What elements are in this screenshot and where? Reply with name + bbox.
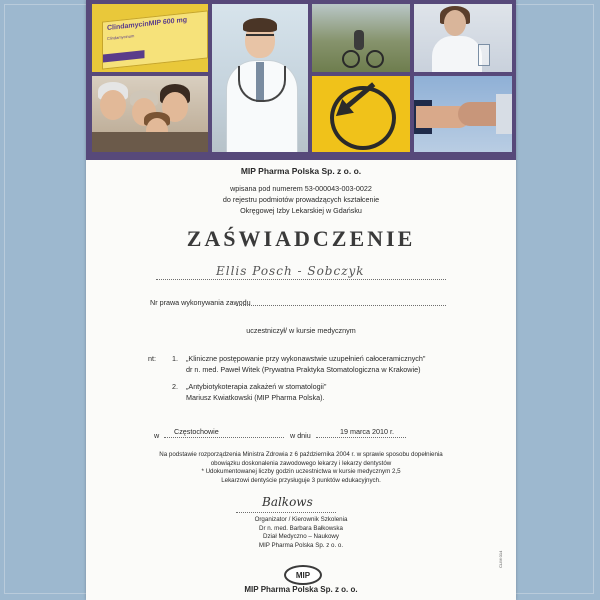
family-photo (92, 76, 208, 152)
registry-line-1: wpisana pod numerem 53-000043-003-0022 (230, 184, 372, 193)
basis-line-1: Na podstawie rozporządzenia Ministra Zdrowia z 6 października 2004 r. w sprawie sposobu dopełnienia (159, 451, 443, 458)
organizer-line-4: MIP Pharma Polska Sp. z o. o. (258, 541, 344, 549)
course-1-number: 1. (172, 354, 178, 363)
bicycle-icon (342, 26, 382, 66)
medicine-box (102, 10, 208, 69)
company-name-top: MIP Pharma Polska Sp. z o. o. (240, 166, 362, 176)
doctor-photo (212, 4, 308, 152)
handshake-photo (414, 76, 512, 152)
certificate-page (86, 0, 516, 600)
product-box-photo (92, 4, 208, 72)
organizer-line-2: Dr n. med. Barbara Bałkowska (259, 524, 343, 532)
registry-line-3: Okręgowej Izby Lekarskiej w Gdańsku (240, 206, 362, 215)
side-code: CLIM 014 (498, 550, 503, 568)
organizer-block (86, 516, 516, 550)
date-value: 19 marca 2010 r. (340, 427, 394, 436)
registry-line-2: do rejestru podmiotów prowadzących kształcenie (222, 195, 380, 204)
signature: Balkows (262, 495, 313, 509)
signature-underline (236, 512, 336, 513)
basis-line-4: Lekarzowi dentyście przysługuje 3 punktów edukacyjnych. (221, 476, 381, 484)
course-2-speaker: Mariusz Kwiatkowski (MIP Pharma Polska). (186, 393, 325, 402)
place-label: w (154, 431, 160, 440)
license-underline (236, 305, 446, 306)
organizer-line-3: Dział Medyczno – Naukowy (263, 533, 339, 540)
mip-logo-icon: MIP (284, 565, 322, 585)
course-1-title: „Kliniczne postępowanie przy wykonawstwie uzupełnień całoceramicznych" (186, 354, 426, 363)
basis-line-3: * Udokumentowanej liczby godzin uczestnictwa w kursie medycznym 2,5 (201, 468, 401, 475)
lab-woman-photo (414, 4, 512, 72)
company-name-bottom: MIP Pharma Polska Sp. z o. o. (244, 585, 358, 594)
date-underline (316, 437, 406, 438)
course-2-number: 2. (172, 382, 178, 391)
organizer-line-1: Organizator / Kierownik Szkolenia (254, 516, 348, 523)
participant-name: Ellis Posch - Sobczyk (216, 264, 365, 278)
cycling-couple-photo (312, 4, 410, 72)
certificate-title: ZAŚWIADCZENIE (186, 226, 416, 251)
lab-glass-icon (478, 44, 490, 66)
product-box-sub: Clindamycinum (107, 33, 135, 42)
participated-text: uczestniczył/ w kursie medycznym (246, 326, 356, 335)
license-label: Nr prawa wykonywania zawodu (150, 298, 251, 307)
course-1-speaker: dr n. med. Paweł Witek (Prywatna Praktyka Stomatologiczna w Krakowie) (186, 365, 421, 374)
city-value: Częstochowie (174, 427, 219, 436)
arrow-logo-tile (312, 76, 410, 152)
course-2-title: „Antybiotykoterapia zakażeń w stomatologii" (186, 382, 327, 391)
product-box-label: ClindamycinMIP 600 mg (107, 16, 188, 33)
basis-line-2: obowiązku doskonalenia zawodowego lekarzy i lekarzy dentystów (210, 459, 392, 467)
topic-label: nt: (148, 354, 156, 363)
header-photo-collage (86, 0, 516, 160)
date-label: w dniu (290, 431, 311, 440)
legal-basis (126, 451, 476, 485)
city-underline (164, 437, 284, 438)
name-underline (156, 279, 446, 280)
